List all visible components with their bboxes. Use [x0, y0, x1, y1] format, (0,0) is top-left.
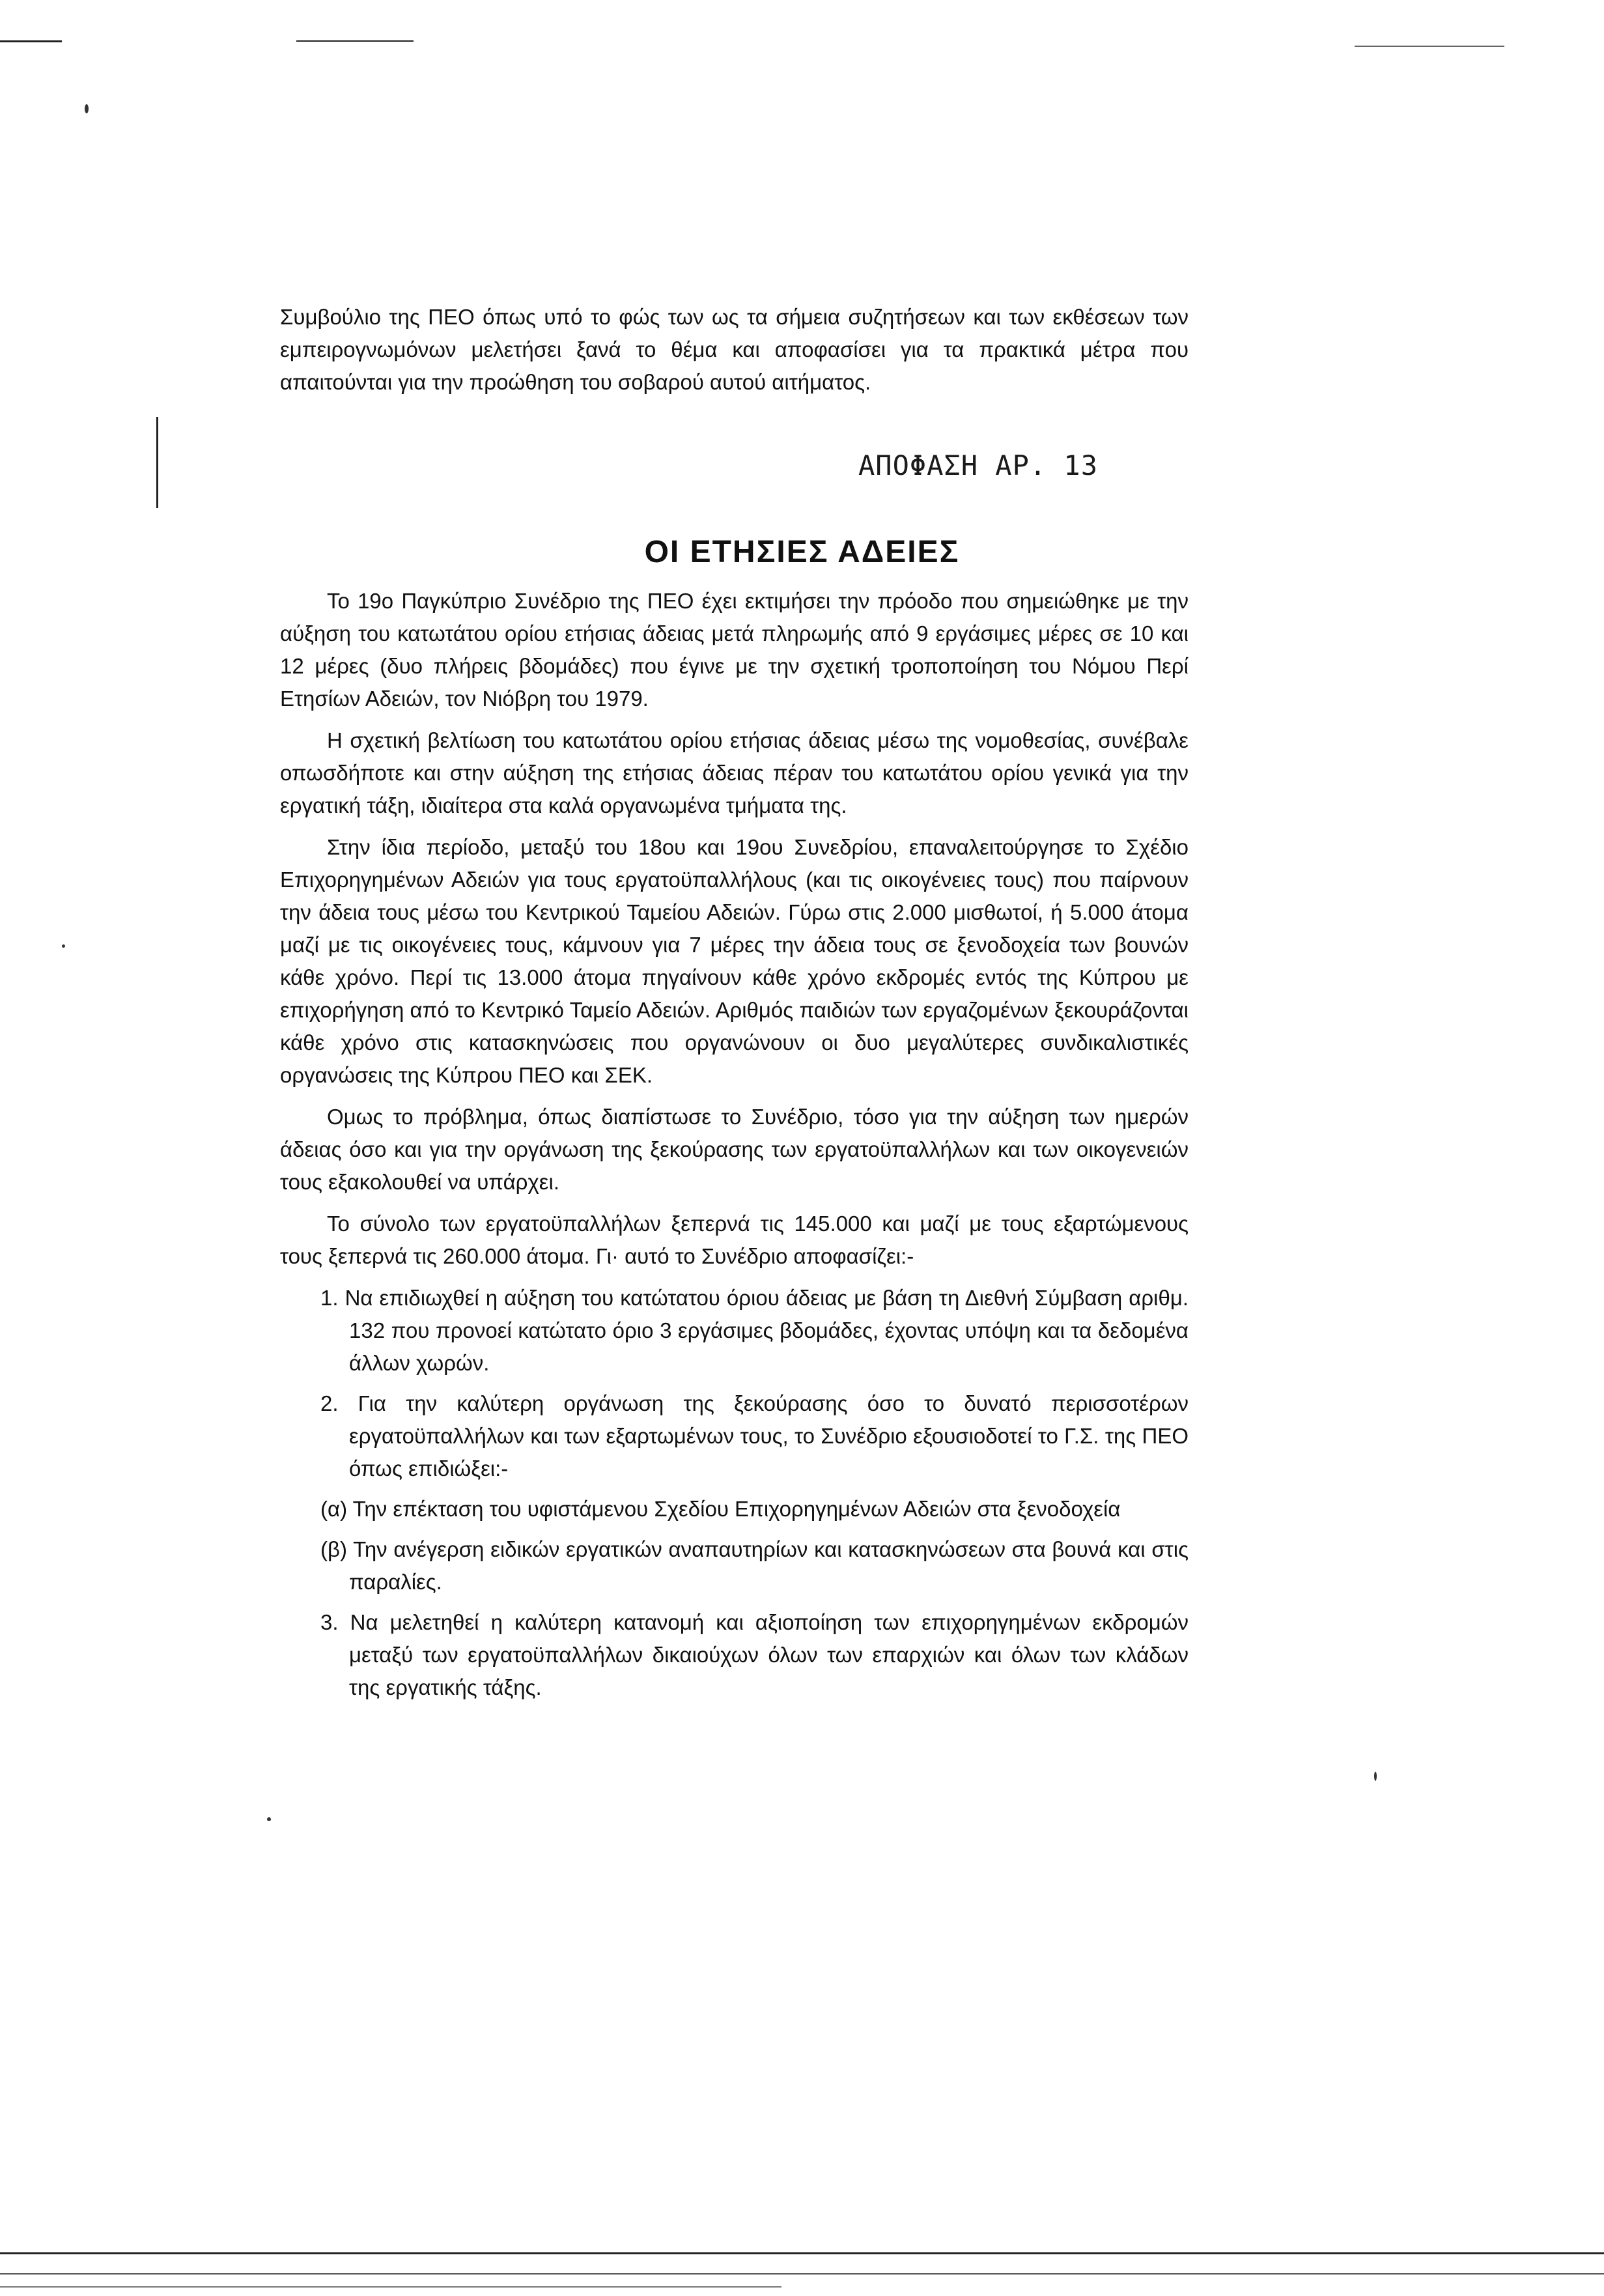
speck — [85, 104, 89, 113]
scan-artifact-left-bar — [156, 417, 158, 508]
intro-paragraph: Συμβούλιο της ΠΕΟ όπως υπό το φώς των ως τα σήμεια συζητήσεων και των εκθέσεων των εμπειρογνωμόνων μελετήσει ξανά το θέμα και αποφασίσει για τα πρακτικά μέτρα που απαιτούνται για την προώθηση του σοβαρού αυτού αιτήματος. — [280, 305, 1189, 394]
decision-number: ΑΠΟΦΑΣΗ ΑΡ. 13 — [858, 449, 1099, 481]
speck — [62, 944, 65, 948]
scan-artifact-top-right — [1355, 46, 1504, 47]
lettered-subitem: (α) Την επέκταση του υφιστάμενου Σχεδίου Επιχορηγημένων Αδειών στα ξενοδοχεία — [320, 1497, 1121, 1521]
intro-block — [280, 301, 1189, 399]
paragraph: Το 19ο Παγκύπριο Συνέδριο της ΠΕΟ έχει εκτιμήσει την πρόοδο που σημειώθηκε με την αύξηση του κατωτάτου ορίου ετήσιας άδειας μετά πληρωμής από 9 εργάσιμες μέρες σε 10 και 12 μέρες (δυο πλήρεις βδομάδες) που έγινε με την σχετική τροποποίηση του Νόμου Περί Ετησίων Αδειών, τον Νιόβρη του 1979. — [280, 589, 1189, 711]
numbered-item: 1. Να επιδιωχθεί η αύξηση του κατώτατου όριου άδειας με βάση τη Διεθνή Σύμβαση αριθμ. 132 που προνοεί κατώτατο όριο 3 εργάσιμες βδομάδες, έχοντας υπόψη και τα δεδομένα άλλων χωρών. — [320, 1286, 1189, 1375]
scan-artifact-top-left — [0, 40, 62, 42]
speck — [267, 1817, 271, 1821]
paragraph: Το σύνολο των εργατοϋπαλλήλων ξεπερνά τις 145.000 και μαζί με τους εξαρτώμενους τους ξεπερνά τις 260.000 άτομα. Γι· αυτό το Συνέδριο αποφασίζει:- — [280, 1212, 1189, 1268]
section-title: ΟΙ ΕΤΗΣΙΕΣ ΑΔΕΙΕΣ — [644, 535, 960, 569]
scan-artifact-bottom-2 — [0, 2273, 1604, 2275]
lettered-subitem: (β) Την ανέγερση ειδικών εργατικών αναπαυτηρίων και κατασκηνώσεων στα βουνά και στις παραλίες. — [320, 1537, 1189, 1594]
scan-artifact-bottom-3 — [0, 2286, 781, 2288]
paragraph: Στην ίδια περίοδο, μεταξύ του 18ου και 19ου Συνεδρίου, επαναλειτούργησε το Σχέδιο Επιχορηγημένων Αδειών για τους εργατοϋπαλλήλους (και τις οικογένειες τους) που παίρνουν την άδεια τους μέσω του Κεντρικού Ταμείου Αδειών. Γύρω στις 2.000 μισθωτοί, ή 5.000 άτομα μαζί με τις οικογένειες τους, κάμνουν για 7 μέρες την άδεια τους σε ξενοδοχεία των βουνών κάθε χρόνο. Περί τις 13.000 άτομα πηγαίνουν κάθε χρόνο εκδρομές εντός της Κύπρου με επιχορήγηση από το Κεντρικό Ταμείο Αδειών. Αριθμός παιδιών των εργαζομένων ξεκουράζονται κάθε χρόνο στις κατασκηνώσεις που οργανώνουν οι δυο μεγαλύτερες συνδικαλιστικές οργανώσεις της Κύπρου ΠΕΟ και ΣΕΚ. — [280, 835, 1189, 1087]
paragraph: Η σχετική βελτίωση του κατωτάτου ορίου ετήσιας άδειας μέσω της νομοθεσίας, συνέβαλε οπωσδήποτε και στην αύξηση της ετήσιας άδειας πέραν του κατωτάτου ορίου γενικά για την εργατική τάξη, ιδιαίτερα στα καλά οργανωμένα τμήματα της. — [280, 728, 1189, 817]
scan-artifact-bottom-1 — [0, 2252, 1604, 2254]
numbered-item: 2. Για την καλύτερη οργάνωση της ξεκούρασης όσο το δυνατό περισσοτέρων εργατοϋπαλλήλων και των εξαρτωμένων τους, το Συνέδριο εξουσιοδοτεί το Γ.Σ. της ΠΕΟ όπως επιδιώξει:- — [320, 1391, 1189, 1481]
decision-body — [280, 585, 1189, 1712]
scan-artifact-top-mid — [296, 40, 414, 42]
paragraph: Ομως το πρόβλημα, όπως διαπίστωσε το Συνέδριο, τόσο για την αύξηση των ημερών άδειας όσο και για την οργάνωση της ξεκούρασης των εργατοϋπαλλήλων και των οικογενειών τους εξακολουθεί να υπάρχει. — [280, 1105, 1189, 1194]
speck — [1374, 1772, 1377, 1781]
numbered-item: 3. Να μελετηθεί η καλύτερη κατανομή και αξιοποίηση των επιχορηγημένων εκδρομών μεταξύ των εργατοϋπαλλήλων δικαιούχων όλων των επαρχιών και όλων των κλάδων της εργατικής τάξης. — [320, 1610, 1189, 1699]
